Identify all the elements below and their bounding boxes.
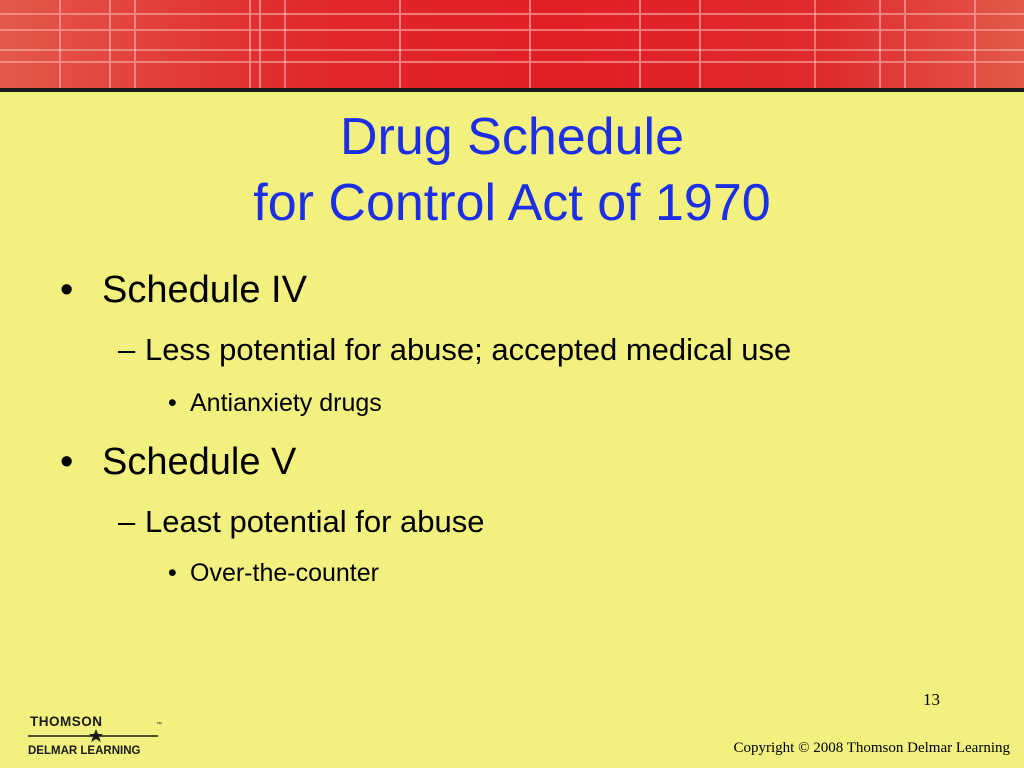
slide-number: 13 — [923, 690, 940, 709]
copyright-text: Copyright © 2008 Thomson Delmar Learning — [733, 740, 1010, 756]
header-banner — [0, 0, 1024, 92]
detail-bullet-text: Antianxiety drugs — [190, 389, 382, 417]
sub-bullet-text: Less potential for abuse; accepted medical use — [145, 332, 792, 367]
bullet-icon: • — [60, 441, 74, 483]
slide-title — [0, 104, 1024, 236]
title-line-1: Drug Schedule — [340, 108, 684, 166]
title-line-2: for Control Act of 1970 — [253, 174, 771, 232]
detail-bullet-text: Over-the-counter — [190, 559, 379, 587]
dash-icon: – — [118, 332, 136, 367]
logo-line-1: THOMSON — [30, 714, 103, 729]
star-icon — [89, 729, 103, 742]
bullet-label: Schedule V — [102, 441, 297, 483]
bullet-label: Schedule IV — [102, 269, 307, 311]
bullet-icon: • — [60, 269, 74, 311]
logo-line-2: DELMAR LEARNING — [28, 745, 141, 757]
bullet-icon: • — [168, 559, 177, 587]
banner-divider — [0, 88, 1024, 92]
dash-icon: – — [118, 504, 136, 539]
logo-tm: ™ — [156, 722, 162, 728]
bullet-icon: • — [168, 389, 177, 417]
banner-grid-decoration — [0, 0, 1024, 88]
thomson-delmar-logo — [28, 712, 178, 760]
sub-bullet-text: Least potential for abuse — [145, 504, 485, 539]
